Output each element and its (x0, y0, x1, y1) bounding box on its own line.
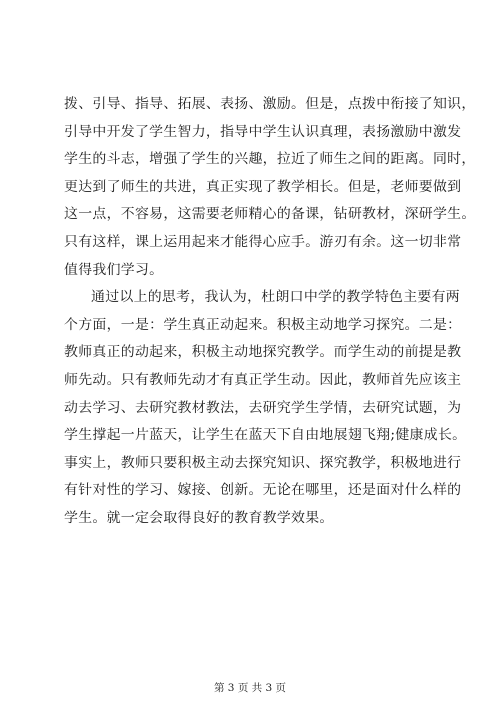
text-line: 这一点，不容易，这需要老师精心的备课，钻研教材，深研学生。 (64, 206, 476, 223)
text-line: 师先动。只有教师先动才有真正学生动。因此，教师首先应该主 (64, 371, 462, 388)
page-footer: 第 3 页 共 3 页 (213, 682, 287, 694)
body-text (64, 91, 476, 533)
text-line: 引导中开发了学生智力，指导中学生认识真理，表扬激励中激发 (64, 123, 462, 140)
text-line: 教师真正的动起来，积极主动地探究教学。而学生动的前提是教 (64, 344, 462, 361)
text-line: 学生撑起一片蓝天，让学生在蓝天下自由地展翅飞翔;健康成长。 (64, 427, 467, 444)
text-line: 有针对性的学习、嫁接、创新。无论在哪里，还是面对什么样的 (64, 482, 462, 499)
text-line: 通过以上的思考，我认为，杜朗口中学的教学特色主要有两 (91, 289, 460, 306)
text-line: 更达到了师生的共进，真正实现了教学相长。但是，老师要做到 (64, 178, 462, 195)
text-line: 拨、引导、指导、拓展、表扬、激励。但是，点拨中衔接了知识， (64, 96, 476, 112)
text-line: 学生的斗志，增强了学生的兴趣，拉近了师生之间的距离。同时， (64, 151, 476, 168)
text-line: 个方面，一是：学生真正动起来。积极主动地学习探究。二是： (64, 316, 462, 333)
text-line: 只有这样，课上运用起来才能得心应手。游刃有余。这一切非常 (64, 233, 462, 250)
text-line: 值得我们学习。 (64, 261, 164, 278)
text-line: 动去学习、去研究教材教法，去研究学生学情，去研究试题，为 (64, 399, 462, 416)
text-line: 学生。就一定会取得良好的教育教学效果。 (64, 509, 334, 526)
text-line: 事实上，教师只要积极主动去探究知识、探究教学，积极地进行 (64, 454, 462, 471)
